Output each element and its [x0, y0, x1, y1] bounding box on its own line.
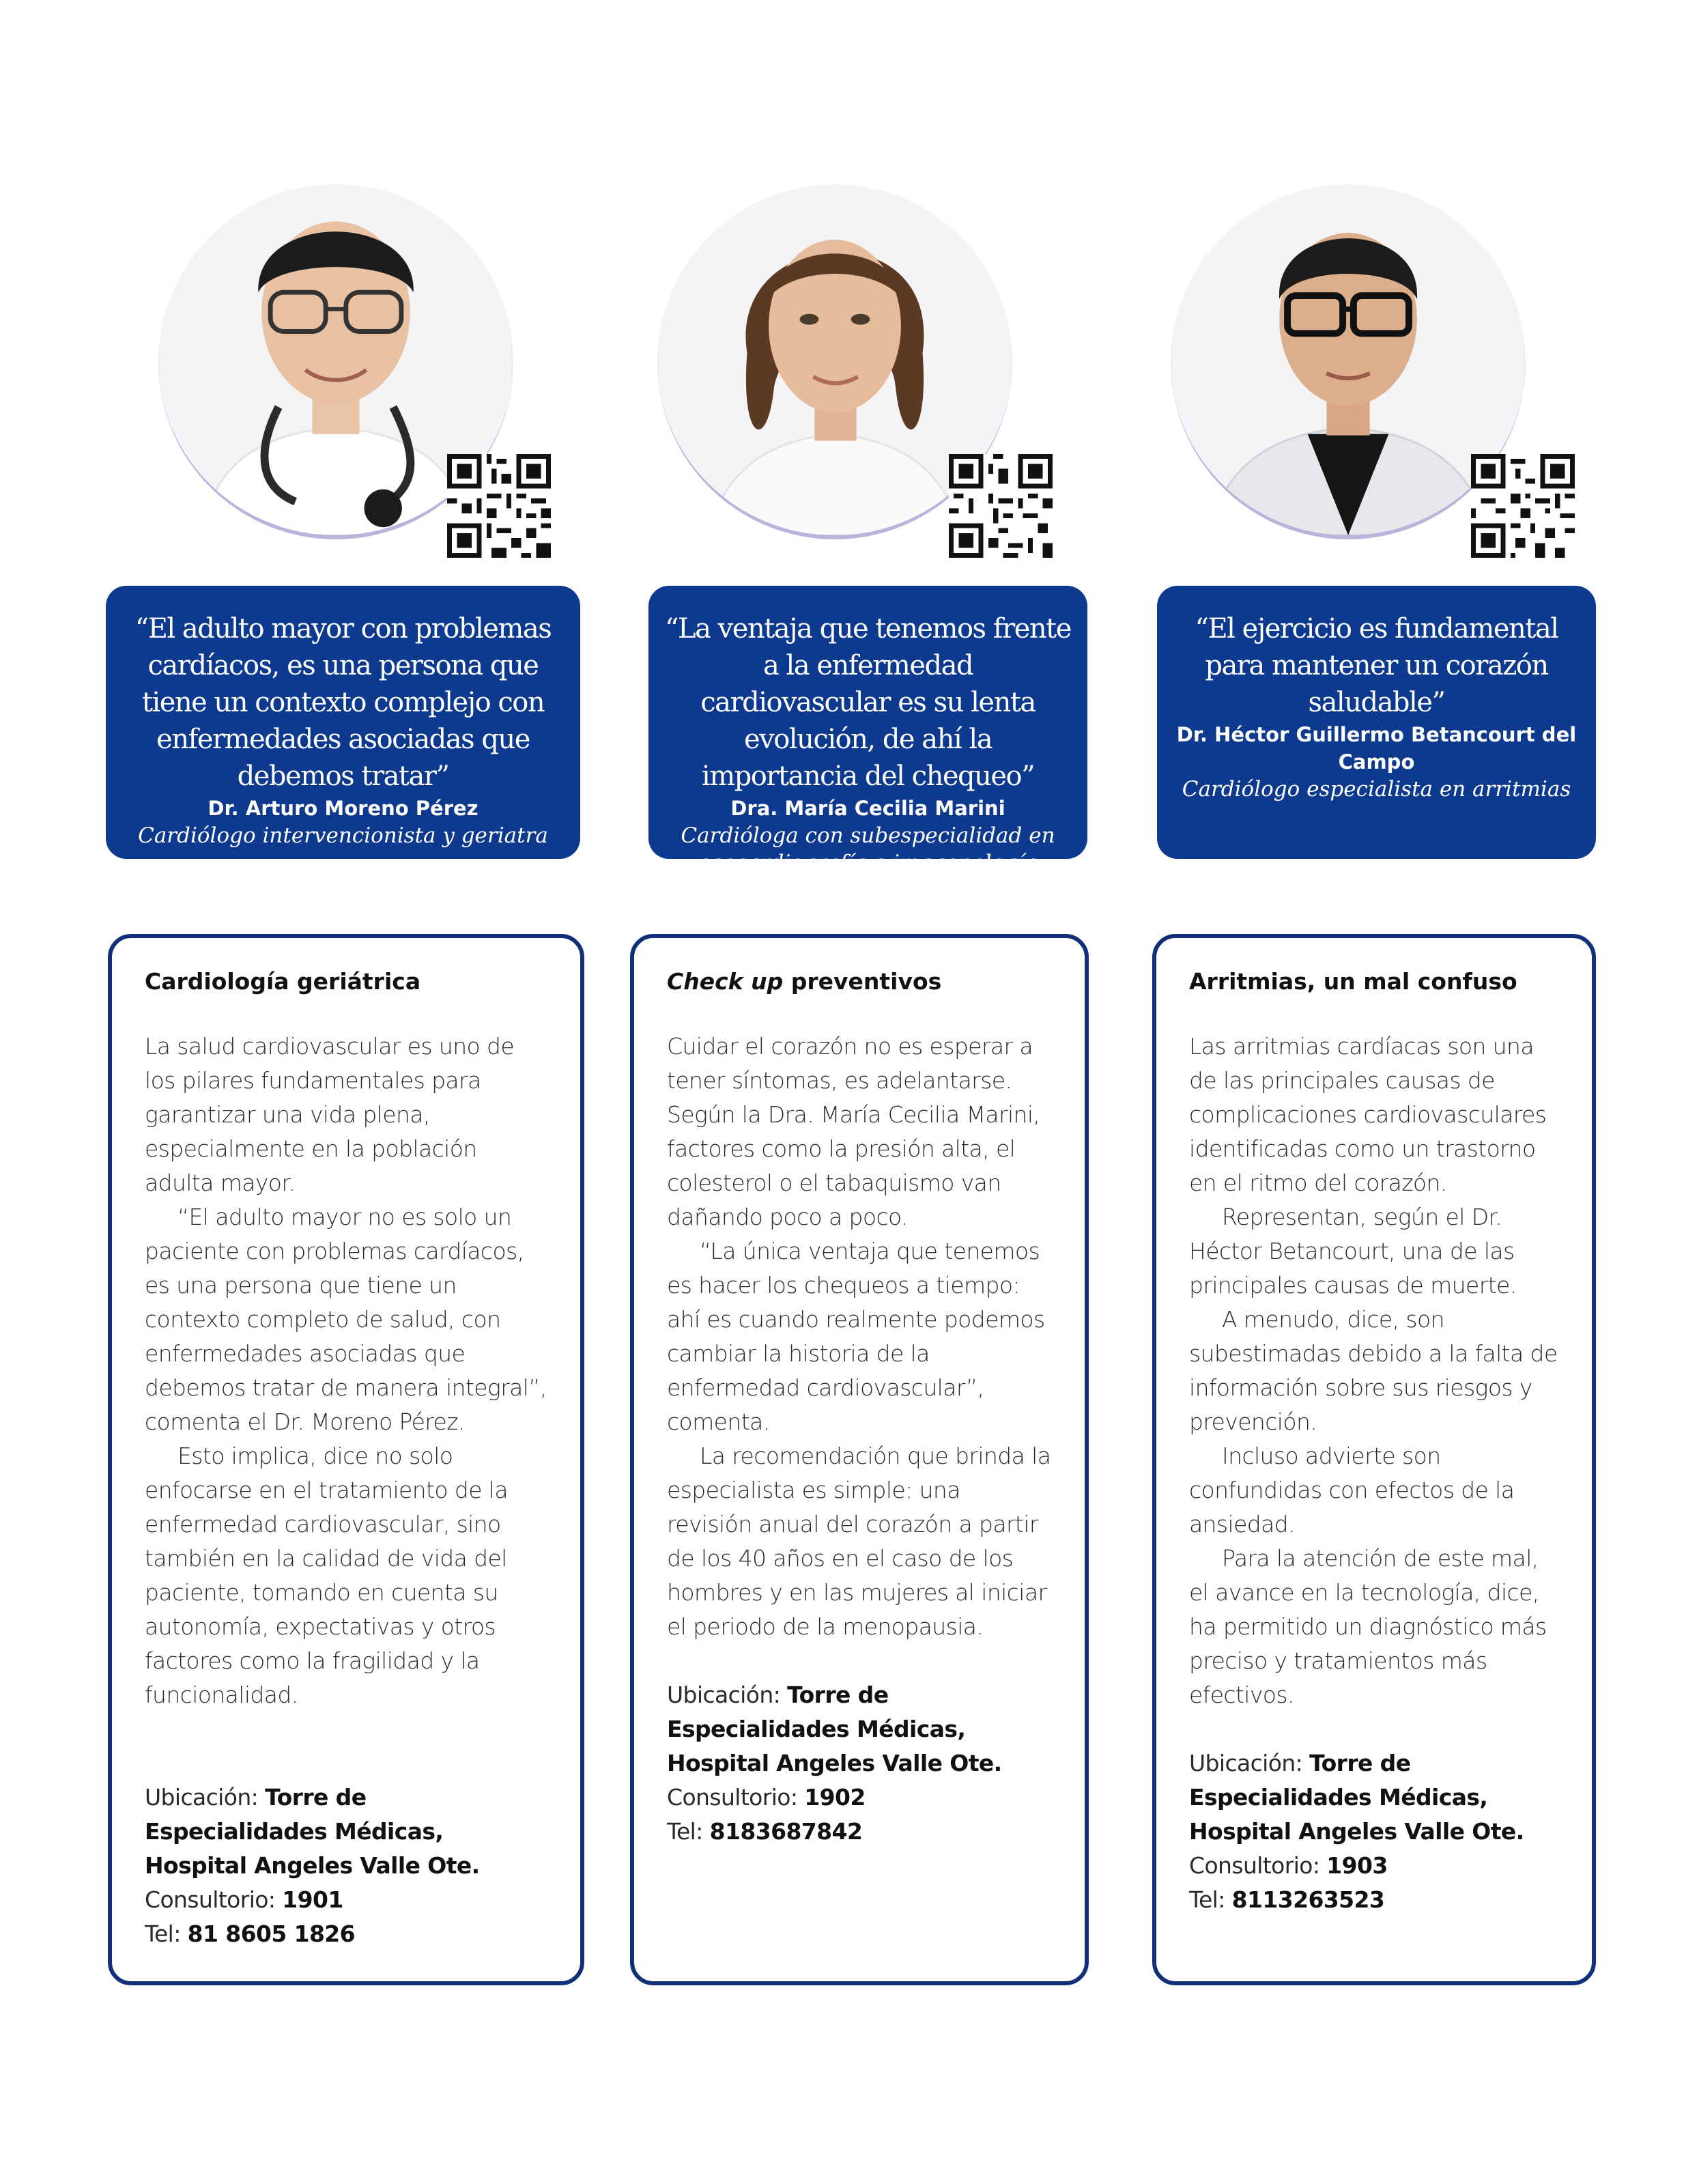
qr-code-icon[interactable] — [949, 454, 1053, 558]
doctor-2-quote: “La ventaja que tenemos frente a la enfermedad cardiovascular es su lenta evolución, de ahí la importancia del chequeo” — [665, 613, 1071, 792]
doctor-2-card — [630, 934, 1089, 1985]
card-3-body — [1189, 1030, 1559, 1712]
card-1-paragraph: La salud cardiovascular es uno de los pilares fundamentales para garantizar una vida plena, especialmente en la población adulta mayor. — [145, 1033, 515, 1196]
doctor-3-name: Dr. Héctor Guillermo Betancourt del Campo — [1176, 723, 1577, 774]
doctor-2-name: Dra. María Cecilia Marini — [730, 797, 1005, 820]
card-1-paragraph: Esto implica, dice no solo enfocarse en el tratamiento de la enfermedad cardiovascular, sino también en la calidad de vida del paciente, tomando en cuenta su autonomía, expectativas y otros factores como la fragilidad y la funcionalidad. — [145, 1443, 508, 1708]
doctor-1-card — [108, 934, 584, 1985]
card-3-paragraph: A menudo, dice, son subestimadas debido a la falta de información sobre sus riesgos y prevención. — [1189, 1306, 1558, 1435]
doctor-3-quote: “El ejercicio es fundamental para mantener un corazón saludable” — [1195, 613, 1558, 718]
card-2-contact — [667, 1678, 1052, 1849]
card-1-title: Cardiología geriátrica — [145, 968, 421, 995]
card-2-paragraph: La recomendación que brinda la especialista es simple: una revisión anual del corazón a partir de los 40 años en el caso de los hombres y en las mujeres al iniciar el periodo de la menopausia. — [667, 1443, 1051, 1640]
doctor-1-quote: “El adulto mayor con problemas cardíacos, es una persona que tiene un contexto complejo con enfermedades asociadas que debemos tratar” — [134, 613, 552, 792]
card-1-paragraph: “El adulto mayor no es solo un paciente con problemas cardíacos, es una persona que tiene un contexto completo de salud, con enfermedades asociadas que debemos tratar de manera integral”, comenta el Dr. Moreno Pérez. — [145, 1204, 547, 1435]
card-2-paragraph: “La única ventaja que tenemos es hacer los chequeos a tiempo: ahí es cuando realmente podemos cambiar la historia de la enfermedad cardiovascular”, comenta. — [667, 1238, 1045, 1435]
doctor-3-role: Cardiólogo especialista en arritmias — [1182, 777, 1571, 802]
doctor-3-quote-box — [1157, 586, 1596, 859]
card-2-office: Consultorio: 1902 — [667, 1784, 866, 1811]
qr-code-icon[interactable] — [447, 454, 551, 558]
card-3-contact — [1189, 1746, 1559, 1917]
card-1-location: Ubicación: Torre de Especialidades Médicas, Hospital Angeles Valle Ote. — [145, 1784, 480, 1879]
card-1-contact — [145, 1781, 547, 1951]
card-1-body — [145, 1030, 547, 1712]
card-3-paragraph: Las arritmias cardíacas son una de las principales causas de complicaciones cardiovasculares identificadas como un trastorno en el ritmo del corazón. — [1189, 1033, 1547, 1196]
doctor-1-name: Dr. Arturo Moreno Pérez — [208, 797, 479, 820]
doctor-1-role: Cardiólogo intervencionista y geriatra — [138, 823, 548, 848]
doctor-1-quote-box — [106, 586, 580, 859]
card-3-location: Ubicación: Torre de Especialidades Médicas, Hospital Angeles Valle Ote. — [1189, 1750, 1524, 1845]
card-2-title: Check up preventivos — [667, 968, 942, 995]
card-3-paragraph: Incluso advierte son confundidas con efectos de la ansiedad. — [1189, 1443, 1515, 1537]
card-3-paragraph: Para la atención de este mal, el avance en la tecnología, dice, ha permitido un diagnóstico más preciso y tratamientos más efectivos. — [1189, 1545, 1547, 1708]
qr-code-icon[interactable] — [1471, 454, 1575, 558]
doctor-3-card — [1152, 934, 1596, 1985]
card-1-phone[interactable]: Tel: 81 8605 1826 — [145, 1920, 356, 1947]
card-2-paragraph: Cuidar el corazón no es esperar a tener síntomas, es adelantarse. Según la Dra. María Cecilia Marini, factores como la presión alta, el colesterol o el tabaquismo van dañando poco a poco. — [667, 1033, 1040, 1230]
card-3-office: Consultorio: 1903 — [1189, 1852, 1388, 1879]
card-2-phone[interactable]: Tel: 8183687842 — [667, 1818, 863, 1845]
card-2-location: Ubicación: Torre de Especialidades Médicas, Hospital Angeles Valle Ote. — [667, 1682, 1002, 1776]
doctor-2-role: Cardióloga con subespecialidad en ecocardiografía e imagenología — [681, 823, 1055, 875]
card-3-title: Arritmias, un mal confuso — [1189, 968, 1517, 995]
card-3-paragraph: Representan, según el Dr. Héctor Betancourt, una de las principales causas de muerte. — [1189, 1204, 1517, 1299]
card-2-body — [667, 1030, 1052, 1644]
card-3-phone[interactable]: Tel: 8113263523 — [1189, 1886, 1385, 1913]
card-1-office: Consultorio: 1901 — [145, 1886, 343, 1913]
doctor-2-quote-box — [648, 586, 1087, 875]
